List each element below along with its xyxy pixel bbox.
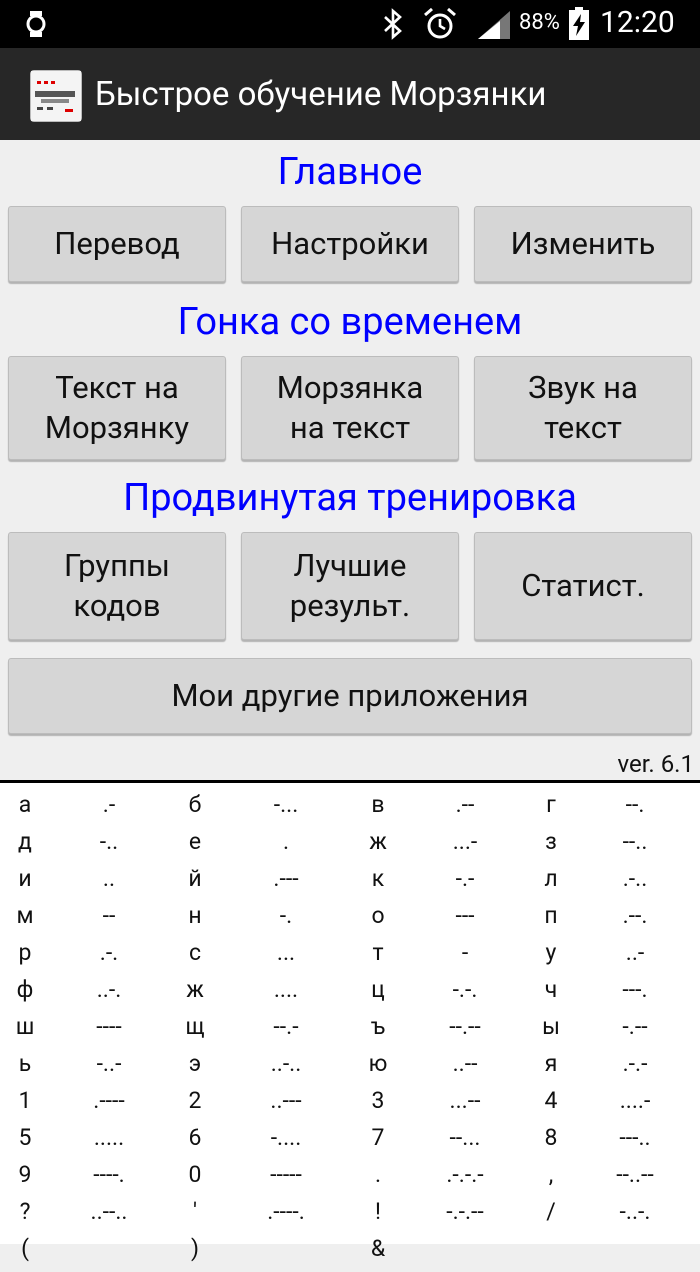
morse-char: а [18, 791, 32, 818]
morse-char: 5 [18, 1124, 32, 1151]
app-logo-icon[interactable] [30, 70, 82, 122]
best-results-button[interactable]: Лучшие результ. [241, 532, 459, 640]
morse-code: ...- [452, 828, 478, 855]
morse-char: б [188, 791, 202, 818]
morse-code: --.-- [449, 1013, 481, 1040]
morse-char: . [374, 1161, 382, 1188]
morse-code: .- [102, 791, 116, 818]
morse-char: ь [18, 1050, 32, 1077]
morse-code: - [461, 939, 469, 966]
table-row [0, 902, 700, 939]
morse-char: ш [15, 1013, 35, 1040]
morse-code: ..--- [270, 1087, 302, 1114]
table-row [0, 1161, 700, 1198]
morse-char: 1 [18, 1087, 32, 1114]
morse-code: -.-.-- [446, 1198, 484, 1225]
morse-code: --. [625, 791, 645, 818]
morse-char: с [188, 939, 202, 966]
morse-char: ( [21, 1235, 29, 1262]
morse-char: ф [16, 976, 34, 1003]
morse-code: .--- [273, 865, 299, 892]
morse-code: -.- [455, 865, 475, 892]
morse-code: -- [102, 902, 116, 929]
morse-code: ... [276, 939, 296, 966]
morse-char: ю [368, 1050, 388, 1077]
morse-char: л [544, 865, 558, 892]
morse-char: т [372, 939, 384, 966]
app-title: Быстрое обучение Морзянки [95, 75, 547, 114]
table-row [0, 791, 700, 828]
morse-code: -... [273, 791, 299, 818]
morse-code: . [282, 828, 290, 855]
morse-code: .--. [622, 902, 648, 929]
morse-table[interactable] [0, 783, 700, 1262]
morse-char: ъ [370, 1013, 386, 1040]
version-label: ver. 6.1 [617, 750, 694, 778]
morse-code: -.... [270, 1124, 302, 1151]
morse-code: .---- [93, 1087, 125, 1114]
morse-code: -. [279, 902, 293, 929]
section-title-advanced: Продвинутая тренировка [123, 476, 577, 520]
morse-char: , [548, 1161, 554, 1188]
morse-char: щ [185, 1013, 205, 1040]
morse-code: ..--.. [90, 1198, 128, 1225]
section-title-main: Главное [277, 150, 423, 194]
morse-code: ..-.. [270, 1050, 302, 1077]
morse-to-text-button[interactable]: Морзянка на текст [241, 356, 459, 460]
morse-char: у [545, 939, 557, 966]
morse-char: 6 [188, 1124, 202, 1151]
table-row [0, 1198, 700, 1235]
morse-char: ) [190, 1235, 200, 1262]
morse-code: ....- [619, 1087, 651, 1114]
table-row [0, 1013, 700, 1050]
morse-char: ч [544, 976, 558, 1003]
morse-code: ..-- [452, 1050, 478, 1077]
morse-char: ? [19, 1198, 31, 1225]
morse-code: .. [102, 865, 116, 892]
morse-char: 2 [188, 1087, 202, 1114]
morse-char: й [188, 865, 202, 892]
morse-char: в [371, 791, 385, 818]
morse-char: п [544, 902, 558, 929]
morse-code: --.. [622, 828, 648, 855]
morse-char: э [188, 1050, 202, 1077]
clock: 12:20 [600, 5, 675, 40]
morse-code: ..- [625, 939, 645, 966]
morse-char: 4 [544, 1087, 558, 1114]
morse-code: -.. [99, 828, 119, 855]
morse-char: 7 [371, 1124, 385, 1151]
bluetooth-icon [380, 8, 406, 40]
morse-char: ж [369, 828, 387, 855]
morse-code: --... [449, 1124, 481, 1151]
translate-button[interactable]: Перевод [8, 206, 226, 282]
table-row [0, 1087, 700, 1124]
text-to-morse-button[interactable]: Текст на Морзянку [8, 356, 226, 460]
morse-code: ..-. [96, 976, 122, 1003]
morse-char: з [545, 828, 557, 855]
table-row [0, 828, 700, 865]
morse-code: ----- [270, 1161, 302, 1188]
morse-code: -..-. [619, 1198, 651, 1225]
section-title-race: Гонка со временем [177, 300, 523, 344]
morse-code: --- [455, 902, 475, 929]
morse-char: 3 [371, 1087, 385, 1114]
edit-button[interactable]: Изменить [474, 206, 692, 282]
battery-charging-icon [568, 7, 590, 41]
morse-code: .-- [455, 791, 475, 818]
table-row [0, 1124, 700, 1161]
morse-char: е [188, 828, 202, 855]
morse-char: о [371, 902, 385, 929]
morse-code: .-. [99, 939, 119, 966]
signal-icon [476, 10, 512, 40]
morse-char: / [546, 1198, 556, 1225]
table-row [0, 865, 700, 902]
morse-code: ----. [93, 1161, 125, 1188]
table-row [0, 1235, 700, 1272]
morse-code: .-.- [622, 1050, 648, 1077]
table-row [0, 976, 700, 1013]
table-row [0, 939, 700, 976]
other-apps-button[interactable]: Мои другие приложения [8, 658, 692, 734]
morse-code: -..- [96, 1050, 122, 1077]
morse-code: -.-. [452, 976, 478, 1003]
morse-char: ц [371, 976, 385, 1003]
morse-char: 8 [544, 1124, 558, 1151]
morse-code: -.-- [622, 1013, 648, 1040]
code-groups-button[interactable]: Группы кодов [8, 532, 226, 640]
alarm-icon [422, 6, 458, 42]
morse-char: ' [192, 1198, 198, 1225]
morse-code: .----. [267, 1198, 305, 1225]
morse-char: ж [186, 976, 204, 1003]
battery-percent: 88% [519, 10, 560, 35]
morse-char: н [188, 902, 202, 929]
morse-code: .... [273, 976, 299, 1003]
morse-char: 9 [18, 1161, 32, 1188]
morse-code: ...-- [449, 1087, 481, 1114]
morse-code: --.- [273, 1013, 299, 1040]
stats-button[interactable]: Статист. [474, 532, 692, 640]
morse-char: к [371, 865, 385, 892]
sound-to-text-button[interactable]: Звук на текст [474, 356, 692, 460]
morse-char: ы [542, 1013, 560, 1040]
settings-button[interactable]: Настройки [241, 206, 459, 282]
morse-code: ---. [622, 976, 648, 1003]
watch-icon [22, 10, 50, 38]
morse-char: ! [375, 1198, 381, 1225]
morse-char: д [18, 828, 32, 855]
morse-char: и [18, 865, 32, 892]
table-row [0, 1050, 700, 1087]
status-bar [0, 0, 700, 48]
morse-char: 0 [188, 1161, 202, 1188]
morse-code: --..-- [616, 1161, 654, 1188]
morse-char: г [546, 791, 556, 818]
morse-code: ---.. [619, 1124, 651, 1151]
morse-char: & [370, 1235, 386, 1262]
morse-char: р [18, 939, 32, 966]
morse-code: .-.. [622, 865, 648, 892]
morse-code: ..... [93, 1124, 125, 1151]
morse-code: .-.-.- [446, 1161, 484, 1188]
morse-char: м [16, 902, 34, 929]
morse-code: ---- [96, 1013, 122, 1040]
morse-char: я [544, 1050, 558, 1077]
app-bar [0, 48, 700, 140]
